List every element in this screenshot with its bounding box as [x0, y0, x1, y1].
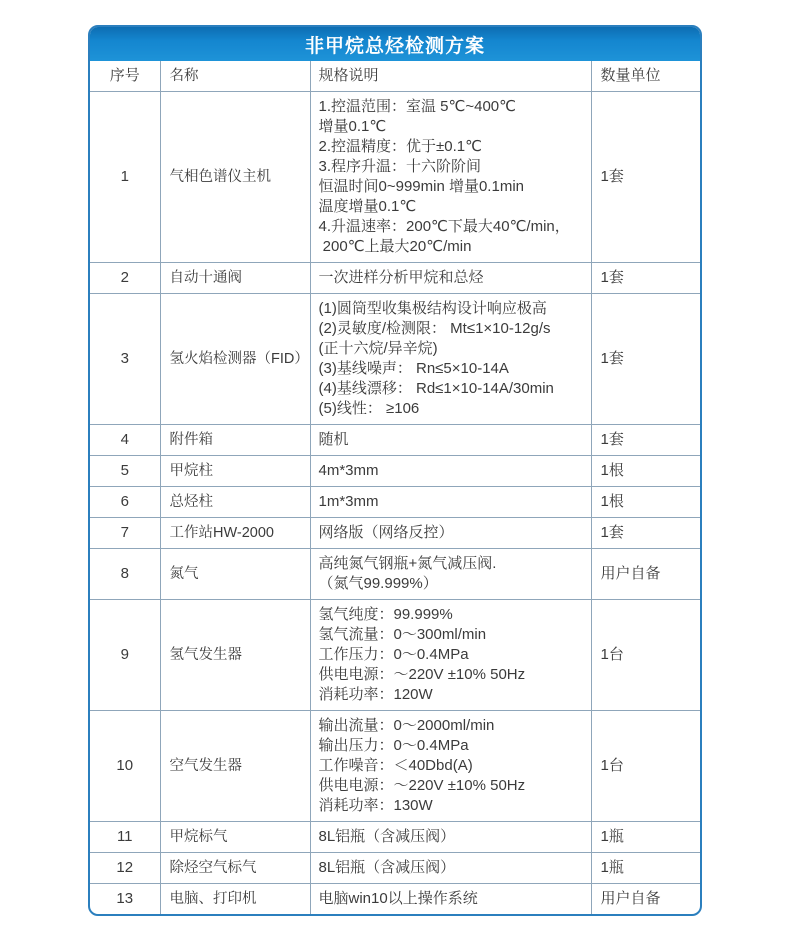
header-spec: 规格说明: [310, 61, 591, 92]
spec-line: (正十六烷/异辛烷): [318, 340, 438, 357]
spec-line: 高纯氮气钢瓶+氮气减压阀.: [318, 555, 497, 572]
cell-no: 6: [90, 487, 160, 518]
cell-no: 8: [90, 549, 160, 600]
spec-line: 8L铝瓶（含减压阀）: [318, 859, 456, 876]
cell-name: 氢气发生器: [160, 600, 310, 711]
table-row: [90, 456, 701, 487]
table-header-row: [90, 61, 701, 92]
cell-name: 氢火焰检测器（FID）: [160, 294, 310, 425]
table-body: [90, 92, 701, 915]
cell-no: 3: [90, 294, 160, 425]
spec-line: 增量0.1℃: [318, 118, 387, 135]
spec-line: 消耗功率：130W: [318, 797, 433, 814]
cell-qty: 1套: [591, 518, 701, 549]
table-row: [90, 263, 701, 294]
cell-qty: 1瓶: [591, 822, 701, 853]
table-row: [90, 92, 701, 263]
table-row: [90, 822, 701, 853]
cell-no: 1: [90, 92, 160, 263]
spec-table: [90, 61, 701, 914]
spec-line: 2.控温精度：优于±0.1℃: [318, 138, 482, 155]
spec-line: 随机: [318, 431, 349, 448]
page-title: 非甲烷总烃检测方案: [304, 35, 485, 57]
cell-spec: [310, 294, 591, 425]
cell-spec: [310, 884, 591, 915]
title-banner: [90, 27, 700, 61]
cell-no: 9: [90, 600, 160, 711]
spec-line: 恒温时间0~999min 增量0.1min: [318, 178, 524, 195]
spec-line: 1.控温范围：室温 5℃~400℃: [318, 98, 516, 115]
table-row: [90, 294, 701, 425]
table-row: [90, 853, 701, 884]
header-qty: 数量单位: [591, 61, 701, 92]
cell-spec: [310, 600, 591, 711]
spec-line: 8L铝瓶（含减压阀）: [318, 828, 456, 845]
header-name: 名称: [160, 61, 310, 92]
cell-no: 10: [90, 711, 160, 822]
cell-spec: [310, 711, 591, 822]
cell-name: 除烃空气标气: [160, 853, 310, 884]
cell-spec: [310, 263, 591, 294]
cell-spec: [310, 487, 591, 518]
cell-spec: [310, 853, 591, 884]
cell-no: 12: [90, 853, 160, 884]
spec-sheet-card: [88, 25, 702, 916]
spec-line: 温度增量0.1℃: [318, 198, 417, 215]
spec-line: 4m*3mm: [318, 462, 379, 479]
cell-qty: 1套: [591, 294, 701, 425]
spec-line: 工作噪音：＜40Dbd(A): [318, 757, 473, 774]
spec-line: 输出流量：0～2000ml/min: [318, 717, 495, 734]
spec-line: 供电电源：～220V ±10% 50Hz: [318, 666, 526, 683]
cell-name: 总烃柱: [160, 487, 310, 518]
cell-spec: [310, 456, 591, 487]
spec-line: 电脑win10以上操作系统: [318, 890, 478, 907]
cell-qty: 1套: [591, 92, 701, 263]
cell-name: 气相色谱仪主机: [160, 92, 310, 263]
header-no: 序号: [90, 61, 160, 92]
table-row: [90, 487, 701, 518]
cell-qty: 1台: [591, 711, 701, 822]
spec-line: 氢气流量：0～300ml/min: [318, 626, 487, 643]
cell-name: 电脑、打印机: [160, 884, 310, 915]
spec-line: 200℃上最大20℃/min: [318, 238, 472, 255]
table-row: [90, 518, 701, 549]
cell-qty: 1套: [591, 425, 701, 456]
spec-line: (3)基线噪声： Rn≤5×10-14A: [318, 360, 509, 377]
table-row: [90, 711, 701, 822]
cell-name: 甲烷柱: [160, 456, 310, 487]
cell-qty: 1瓶: [591, 853, 701, 884]
cell-spec: [310, 518, 591, 549]
cell-qty: 1台: [591, 600, 701, 711]
cell-name: 自动十通阀: [160, 263, 310, 294]
spec-line: 网络版（网络反控）: [318, 524, 454, 541]
cell-no: 11: [90, 822, 160, 853]
cell-spec: [310, 549, 591, 600]
spec-line: (1)圆筒型收集极结构设计响应极高: [318, 300, 547, 317]
cell-no: 5: [90, 456, 160, 487]
spec-line: 工作压力：0～0.4MPa: [318, 646, 469, 663]
cell-no: 4: [90, 425, 160, 456]
cell-no: 13: [90, 884, 160, 915]
table-row: [90, 549, 701, 600]
cell-qty: 用户自备: [591, 884, 701, 915]
cell-spec: [310, 822, 591, 853]
spec-line: 消耗功率：120W: [318, 686, 433, 703]
spec-line: (2)灵敏度/检测限： Mt≤1×10-12g/s: [318, 320, 551, 337]
spec-line: 输出压力：0～0.4MPa: [318, 737, 469, 754]
table-row: [90, 600, 701, 711]
spec-line: 氢气纯度：99.999%: [318, 606, 453, 623]
table-row: [90, 425, 701, 456]
spec-line: (4)基线漂移： Rd≤1×10-14A/30min: [318, 380, 554, 397]
cell-name: 空气发生器: [160, 711, 310, 822]
cell-name: 工作站HW-2000: [160, 518, 310, 549]
cell-no: 2: [90, 263, 160, 294]
cell-qty: 1套: [591, 263, 701, 294]
cell-qty: 用户自备: [591, 549, 701, 600]
cell-no: 7: [90, 518, 160, 549]
cell-spec: [310, 92, 591, 263]
spec-line: 供电电源：～220V ±10% 50Hz: [318, 777, 526, 794]
cell-name: 附件箱: [160, 425, 310, 456]
spec-line: 一次进样分析甲烷和总烃: [318, 269, 484, 286]
spec-line: 3.程序升温：十六阶阶间: [318, 158, 482, 175]
cell-qty: 1根: [591, 487, 701, 518]
spec-line: （氮气99.999%）: [318, 575, 438, 592]
cell-spec: [310, 425, 591, 456]
cell-qty: 1根: [591, 456, 701, 487]
table-row: [90, 884, 701, 915]
cell-name: 甲烷标气: [160, 822, 310, 853]
cell-name: 氮气: [160, 549, 310, 600]
spec-line: 4.升温速率：200℃下最大40℃/min，: [318, 218, 570, 235]
spec-line: 1m*3mm: [318, 493, 379, 510]
spec-line: (5)线性： ≥106: [318, 400, 420, 417]
